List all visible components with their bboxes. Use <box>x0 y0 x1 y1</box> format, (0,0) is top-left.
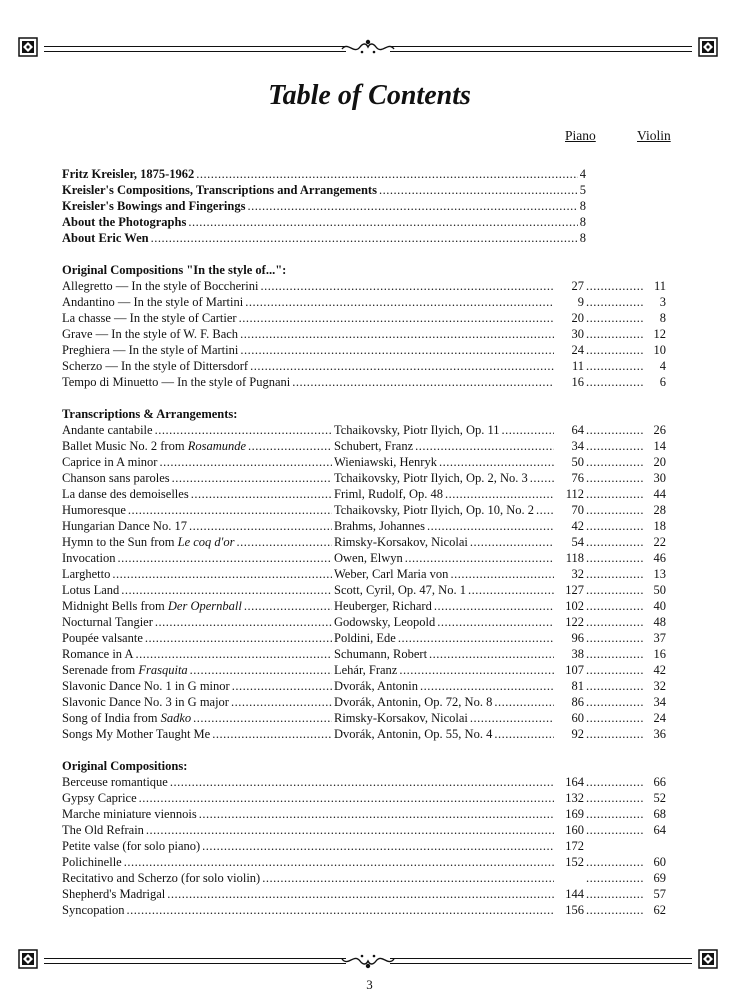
leader-dots <box>136 646 332 662</box>
composer: Schumann, Robert <box>334 647 428 661</box>
toc-entry[interactable] <box>62 662 666 678</box>
entry-title: Preghiera — In the style of Martini <box>62 343 239 357</box>
leader-dots <box>415 438 554 454</box>
entry-title: Tempo di Minuetto — In the style of Pugnani <box>62 375 291 389</box>
entry-title: Hungarian Dance No. 17 <box>62 519 187 533</box>
violin-page-number: 66 <box>653 775 666 789</box>
toc-entry[interactable] <box>62 886 666 902</box>
violin-page-number: 16 <box>653 647 666 661</box>
entry-title: Syncopation <box>62 903 125 917</box>
leader-dots <box>429 646 554 662</box>
toc-entry[interactable] <box>62 230 586 246</box>
leader-dots <box>399 662 554 678</box>
flourish-ornament-icon <box>338 37 398 59</box>
column-header-violin: Violin <box>637 128 671 143</box>
leader-dots <box>586 486 644 502</box>
leader-dots <box>586 566 644 582</box>
leader-dots <box>439 454 554 470</box>
leader-dots <box>586 534 644 550</box>
leader-dots <box>586 790 644 806</box>
leader-dots <box>494 726 554 742</box>
entry-title: Slavonic Dance No. 3 in G major <box>62 695 229 709</box>
top-ornamental-border <box>18 37 718 59</box>
entry-title: Hymn to the Sun from Le coq d'or <box>62 535 235 549</box>
piano-page-number: 11 <box>571 359 584 373</box>
leader-dots <box>468 582 554 598</box>
violin-page-number: 6 <box>659 375 666 389</box>
leader-dots <box>470 534 554 550</box>
leader-dots <box>586 422 644 438</box>
toc-entry[interactable] <box>62 838 666 854</box>
piano-page-number: 122 <box>565 615 584 629</box>
toc-entry[interactable] <box>62 710 666 726</box>
bottom-ornamental-border <box>18 949 718 971</box>
toc-entry[interactable] <box>62 550 666 566</box>
leader-dots <box>536 502 554 518</box>
violin-page-number: 44 <box>653 487 666 501</box>
leader-dots <box>437 614 554 630</box>
violin-page-number: 20 <box>653 455 666 469</box>
leader-dots <box>445 486 554 502</box>
toc-entry[interactable] <box>62 646 666 662</box>
composer: Scott, Cyril, Op. 47, No. 1 <box>334 583 466 597</box>
leader-dots <box>586 822 644 838</box>
toc-entry[interactable] <box>62 294 666 310</box>
leader-dots <box>117 550 332 566</box>
toc-entry[interactable] <box>62 630 666 646</box>
entry-title: Midnight Bells from Der Opernball <box>62 599 242 613</box>
violin-page-number: 69 <box>653 871 666 885</box>
toc-entry[interactable] <box>62 774 666 790</box>
violin-page-number: 10 <box>653 343 666 357</box>
violin-page-number: 40 <box>653 599 666 613</box>
violin-page-number: 50 <box>653 583 666 597</box>
leader-dots <box>191 486 332 502</box>
leader-dots <box>240 342 554 358</box>
toc-entry[interactable] <box>62 566 666 582</box>
toc-entry[interactable] <box>62 582 666 598</box>
piano-page-number: 64 <box>571 423 584 437</box>
entry-title: Recitativo and Scherzo (for solo violin) <box>62 871 261 885</box>
piano-page-number: 127 <box>565 583 584 597</box>
leader-dots <box>139 790 554 806</box>
leader-dots <box>494 694 554 710</box>
composer: Dvorák, Antonin <box>334 679 419 693</box>
piano-page-number: 4 <box>579 167 586 181</box>
leader-dots <box>193 710 332 726</box>
toc-entry[interactable] <box>62 502 666 518</box>
violin-page-number: 3 <box>659 295 666 309</box>
leader-dots <box>586 326 644 342</box>
piano-page-number: 8 <box>579 215 586 229</box>
leader-dots <box>159 454 332 470</box>
piano-page-number: 152 <box>565 855 584 869</box>
composer: Brahms, Johannes <box>334 519 425 533</box>
entry-title: Chanson sans paroles <box>62 471 170 485</box>
piano-page-number: 86 <box>571 695 584 709</box>
corner-ornament-icon <box>698 37 718 57</box>
piano-page-number: 30 <box>571 327 584 341</box>
entry-title: Marche miniature viennois <box>62 807 197 821</box>
piano-page-number: 8 <box>579 199 586 213</box>
entry-title: Nocturnal Tangier <box>62 615 153 629</box>
leader-dots <box>202 838 554 854</box>
leader-dots <box>172 470 332 486</box>
entry-title: Grave — In the style of W. F. Bach <box>62 327 239 341</box>
entry-title: La chasse — In the style of Cartier <box>62 311 237 325</box>
toc-entry[interactable] <box>62 310 666 326</box>
leader-dots <box>586 470 644 486</box>
leader-dots <box>586 630 644 646</box>
entry-title: About Eric Wen <box>62 231 149 245</box>
toc-entry[interactable] <box>62 726 666 742</box>
leader-dots <box>145 630 332 646</box>
piano-page-number: 16 <box>571 375 584 389</box>
violin-page-number: 11 <box>653 279 666 293</box>
leader-dots <box>121 582 332 598</box>
entry-title: Song of India from Sadko <box>62 711 192 725</box>
leader-dots <box>586 374 644 390</box>
toc-entry[interactable] <box>62 182 586 198</box>
toc-entry[interactable] <box>62 422 666 438</box>
leader-dots <box>586 678 644 694</box>
composer: Godowsky, Leopold <box>334 615 436 629</box>
piano-page-number: 70 <box>571 503 584 517</box>
toc-entry[interactable] <box>62 198 586 214</box>
entry-title: Andante cantabile <box>62 423 153 437</box>
leader-dots <box>128 502 332 518</box>
leader-dots <box>586 806 644 822</box>
transcriptions-section <box>62 422 666 742</box>
leader-dots <box>586 358 644 374</box>
entry-title: Serenade from Frasquita <box>62 663 188 677</box>
entry-title: Gypsy Caprice <box>62 791 137 805</box>
intro-section <box>62 166 666 246</box>
composer: Poldini, Ede <box>334 631 396 645</box>
leader-dots <box>155 614 332 630</box>
leader-dots <box>212 726 332 742</box>
leader-dots <box>586 294 644 310</box>
leader-dots <box>586 870 644 886</box>
violin-page-number: 12 <box>653 327 666 341</box>
entry-title: Caprice in A minor <box>62 455 158 469</box>
composer: Lehár, Franz <box>334 663 398 677</box>
piano-page-number: 92 <box>571 727 584 741</box>
entry-title: Larghetto <box>62 567 111 581</box>
violin-page-number: 42 <box>653 663 666 677</box>
column-header-piano: Piano <box>565 128 596 143</box>
piano-page-number: 156 <box>565 903 584 917</box>
leader-dots <box>239 310 554 326</box>
piano-page-number: 112 <box>565 487 584 501</box>
piano-page-number: 60 <box>571 711 584 725</box>
piano-page-number: 32 <box>571 567 584 581</box>
violin-page-number: 4 <box>659 359 666 373</box>
piano-page-number: 42 <box>571 519 584 533</box>
piano-page-number: 5 <box>579 183 586 197</box>
piano-page-number: 9 <box>577 295 584 309</box>
leader-dots <box>244 598 332 614</box>
entry-title: Invocation <box>62 551 116 565</box>
toc-entry[interactable] <box>62 598 666 614</box>
piano-page-number: 107 <box>565 663 584 677</box>
toc-entry[interactable] <box>62 438 666 454</box>
piano-page-number: 144 <box>565 887 584 901</box>
leader-dots <box>146 822 554 838</box>
leader-dots <box>586 614 644 630</box>
leader-dots <box>127 902 555 918</box>
entry-title: Petite valse (for solo piano) <box>62 839 201 853</box>
leader-dots <box>151 230 578 246</box>
violin-page-number: 13 <box>653 567 666 581</box>
violin-page-number: 22 <box>653 535 666 549</box>
leader-dots <box>450 566 554 582</box>
composer: Owen, Elwyn <box>334 551 403 565</box>
composer: Tchaikovsky, Piotr Ilyich, Op. 2, No. 3 <box>334 471 528 485</box>
page-number: 3 <box>366 977 373 992</box>
leader-dots <box>405 550 554 566</box>
entry-title: Polichinelle <box>62 855 122 869</box>
leader-dots <box>247 198 577 214</box>
toc-entry[interactable] <box>62 678 666 694</box>
entry-title: Berceuse romantique <box>62 775 168 789</box>
entry-title: Fritz Kreisler, 1875-1962 <box>62 167 195 181</box>
leader-dots <box>292 374 554 390</box>
composer: Dvorák, Antonin, Op. 72, No. 8 <box>334 695 493 709</box>
leader-dots <box>586 438 644 454</box>
leader-dots <box>245 294 554 310</box>
violin-page-number: 52 <box>653 791 666 805</box>
entry-title: Romance in A <box>62 647 134 661</box>
toc-entry[interactable] <box>62 486 666 502</box>
corner-ornament-icon <box>698 949 718 969</box>
piano-page-number: 160 <box>565 823 584 837</box>
toc-entry[interactable] <box>62 694 666 710</box>
toc-entry[interactable] <box>62 278 666 294</box>
entry-title: Kreisler's Compositions, Transcriptions and Arrangements <box>62 183 377 197</box>
leader-dots <box>199 806 554 822</box>
toc-entry[interactable] <box>62 518 666 534</box>
section-heading-style-of: Original Compositions "In the style of...": <box>62 263 287 277</box>
piano-page-number: 27 <box>571 279 584 293</box>
section-heading-original: Original Compositions: <box>62 759 188 773</box>
toc-entry[interactable] <box>62 534 666 550</box>
entry-title: Lotus Land <box>62 583 120 597</box>
composer: Tchaikovsky, Piotr Ilyich, Op. 10, No. 2 <box>334 503 535 517</box>
entry-title: Slavonic Dance No. 1 in G minor <box>62 679 230 693</box>
piano-page-number: 38 <box>571 647 584 661</box>
toc-list <box>62 166 666 918</box>
piano-page-number: 54 <box>571 535 584 549</box>
violin-page-number: 14 <box>653 439 666 453</box>
piano-page-number: 34 <box>571 439 584 453</box>
entry-title: Ballet Music No. 2 from Rosamunde <box>62 439 247 453</box>
piano-page-number: 169 <box>565 807 584 821</box>
leader-dots <box>586 550 644 566</box>
entry-title: Shepherd's Madrigal <box>62 887 166 901</box>
toc-entry[interactable] <box>62 902 666 918</box>
style-of-section <box>62 278 666 390</box>
violin-page-number: 30 <box>653 471 666 485</box>
flourish-ornament-icon <box>338 949 398 971</box>
violin-page-number: 64 <box>653 823 666 837</box>
toc-entry[interactable] <box>62 470 666 486</box>
leader-dots <box>586 886 644 902</box>
violin-page-number: 8 <box>659 311 666 325</box>
leader-dots <box>502 422 554 438</box>
piano-page-number: 81 <box>571 679 584 693</box>
leader-dots <box>231 694 332 710</box>
composer: Weber, Carl Maria von <box>334 567 449 581</box>
entry-title: Andantino — In the style of Martini <box>62 295 244 309</box>
leader-dots <box>189 518 332 534</box>
entry-title: About the Photographs <box>62 215 187 229</box>
leader-dots <box>586 342 644 358</box>
toc-entry[interactable] <box>62 854 666 870</box>
leader-dots <box>260 278 554 294</box>
piano-page-number: 50 <box>571 455 584 469</box>
leader-dots <box>586 278 644 294</box>
original-section <box>62 774 666 918</box>
corner-ornament-icon <box>18 949 38 969</box>
composer: Wieniawski, Henryk <box>334 455 437 469</box>
piano-page-number: 118 <box>565 551 584 565</box>
leader-dots <box>586 518 644 534</box>
toc-entry[interactable] <box>62 342 666 358</box>
piano-page-number: 76 <box>571 471 584 485</box>
leader-dots <box>530 470 554 486</box>
violin-page-number: 24 <box>653 711 666 725</box>
leader-dots <box>379 182 578 198</box>
leader-dots <box>188 214 577 230</box>
leader-dots <box>240 326 554 342</box>
leader-dots <box>167 886 554 902</box>
leader-dots <box>248 438 332 454</box>
leader-dots <box>586 310 644 326</box>
piano-page-number: 132 <box>565 791 584 805</box>
leader-dots <box>586 662 644 678</box>
piano-page-number: 24 <box>571 343 584 357</box>
entry-title: Songs My Mother Taught Me <box>62 727 211 741</box>
toc-entry[interactable] <box>62 358 666 374</box>
toc-entry[interactable] <box>62 166 586 182</box>
leader-dots <box>427 518 554 534</box>
piano-page-number: 96 <box>571 631 584 645</box>
violin-page-number: 32 <box>653 679 666 693</box>
toc-entry[interactable] <box>62 326 666 342</box>
violin-page-number: 46 <box>653 551 666 565</box>
leader-dots <box>586 694 644 710</box>
toc-entry[interactable] <box>62 870 666 886</box>
piano-page-number: 102 <box>565 599 584 613</box>
composer: Friml, Rudolf, Op. 48 <box>334 487 444 501</box>
leader-dots <box>434 598 554 614</box>
composer: Schubert, Franz <box>334 439 414 453</box>
leader-dots <box>155 422 332 438</box>
violin-page-number: 60 <box>653 855 666 869</box>
leader-dots <box>398 630 554 646</box>
leader-dots <box>586 582 644 598</box>
page-title: Table of Contents <box>268 80 471 111</box>
violin-page-number: 34 <box>653 695 666 709</box>
entry-title: La danse des demoiselles <box>62 487 189 501</box>
toc-entry[interactable] <box>62 806 666 822</box>
toc-entry[interactable] <box>62 454 666 470</box>
toc-entry[interactable] <box>62 614 666 630</box>
piano-page-number: 20 <box>571 311 584 325</box>
leader-dots <box>236 534 332 550</box>
composer: Rimsky-Korsakov, Nicolai <box>334 535 468 549</box>
piano-page-number: 8 <box>579 231 586 245</box>
violin-page-number: 18 <box>653 519 666 533</box>
composer: Dvorák, Antonin, Op. 55, No. 4 <box>334 727 493 741</box>
leader-dots <box>190 662 332 678</box>
entry-title: Allegretto — In the style of Boccherini <box>62 279 259 293</box>
composer: Rimsky-Korsakov, Nicolai <box>334 711 468 725</box>
entry-title: Poupée valsante <box>62 631 143 645</box>
leader-dots <box>170 774 554 790</box>
violin-page-number: 62 <box>653 903 666 917</box>
piano-page-number: 172 <box>565 839 584 853</box>
leader-dots <box>586 902 644 918</box>
leader-dots <box>112 566 332 582</box>
toc-entry[interactable] <box>62 822 666 838</box>
composer: Heuberger, Richard <box>334 599 432 613</box>
piano-page-number: 164 <box>565 775 584 789</box>
entry-title: Scherzo — In the style of Dittersdorf <box>62 359 249 373</box>
leader-dots <box>586 710 644 726</box>
leader-dots <box>586 502 644 518</box>
section-heading-transcriptions: Transcriptions & Arrangements: <box>62 407 238 421</box>
toc-entry[interactable] <box>62 214 586 230</box>
leader-dots <box>586 646 644 662</box>
leader-dots <box>420 678 554 694</box>
leader-dots <box>262 870 554 886</box>
violin-page-number: 57 <box>653 887 666 901</box>
leader-dots <box>124 854 554 870</box>
leader-dots <box>586 774 644 790</box>
violin-page-number: 48 <box>653 615 666 629</box>
leader-dots <box>196 166 577 182</box>
leader-dots <box>232 678 332 694</box>
violin-page-number: 28 <box>653 503 666 517</box>
leader-dots <box>586 726 644 742</box>
leader-dots <box>586 454 644 470</box>
entry-title: Kreisler's Bowings and Fingerings <box>62 199 246 213</box>
corner-ornament-icon <box>18 37 38 57</box>
entry-title: The Old Refrain <box>62 823 144 837</box>
toc-entry[interactable] <box>62 374 666 390</box>
composer: Tchaikovsky, Piotr Ilyich, Op. 11 <box>334 423 500 437</box>
violin-page-number: 68 <box>653 807 666 821</box>
leader-dots <box>250 358 554 374</box>
toc-entry[interactable] <box>62 790 666 806</box>
entry-title: Humoresque <box>62 503 126 517</box>
leader-dots <box>586 854 644 870</box>
leader-dots <box>470 710 554 726</box>
violin-page-number: 37 <box>653 631 666 645</box>
violin-page-number: 26 <box>653 423 666 437</box>
violin-page-number: 36 <box>653 727 666 741</box>
leader-dots <box>586 598 644 614</box>
